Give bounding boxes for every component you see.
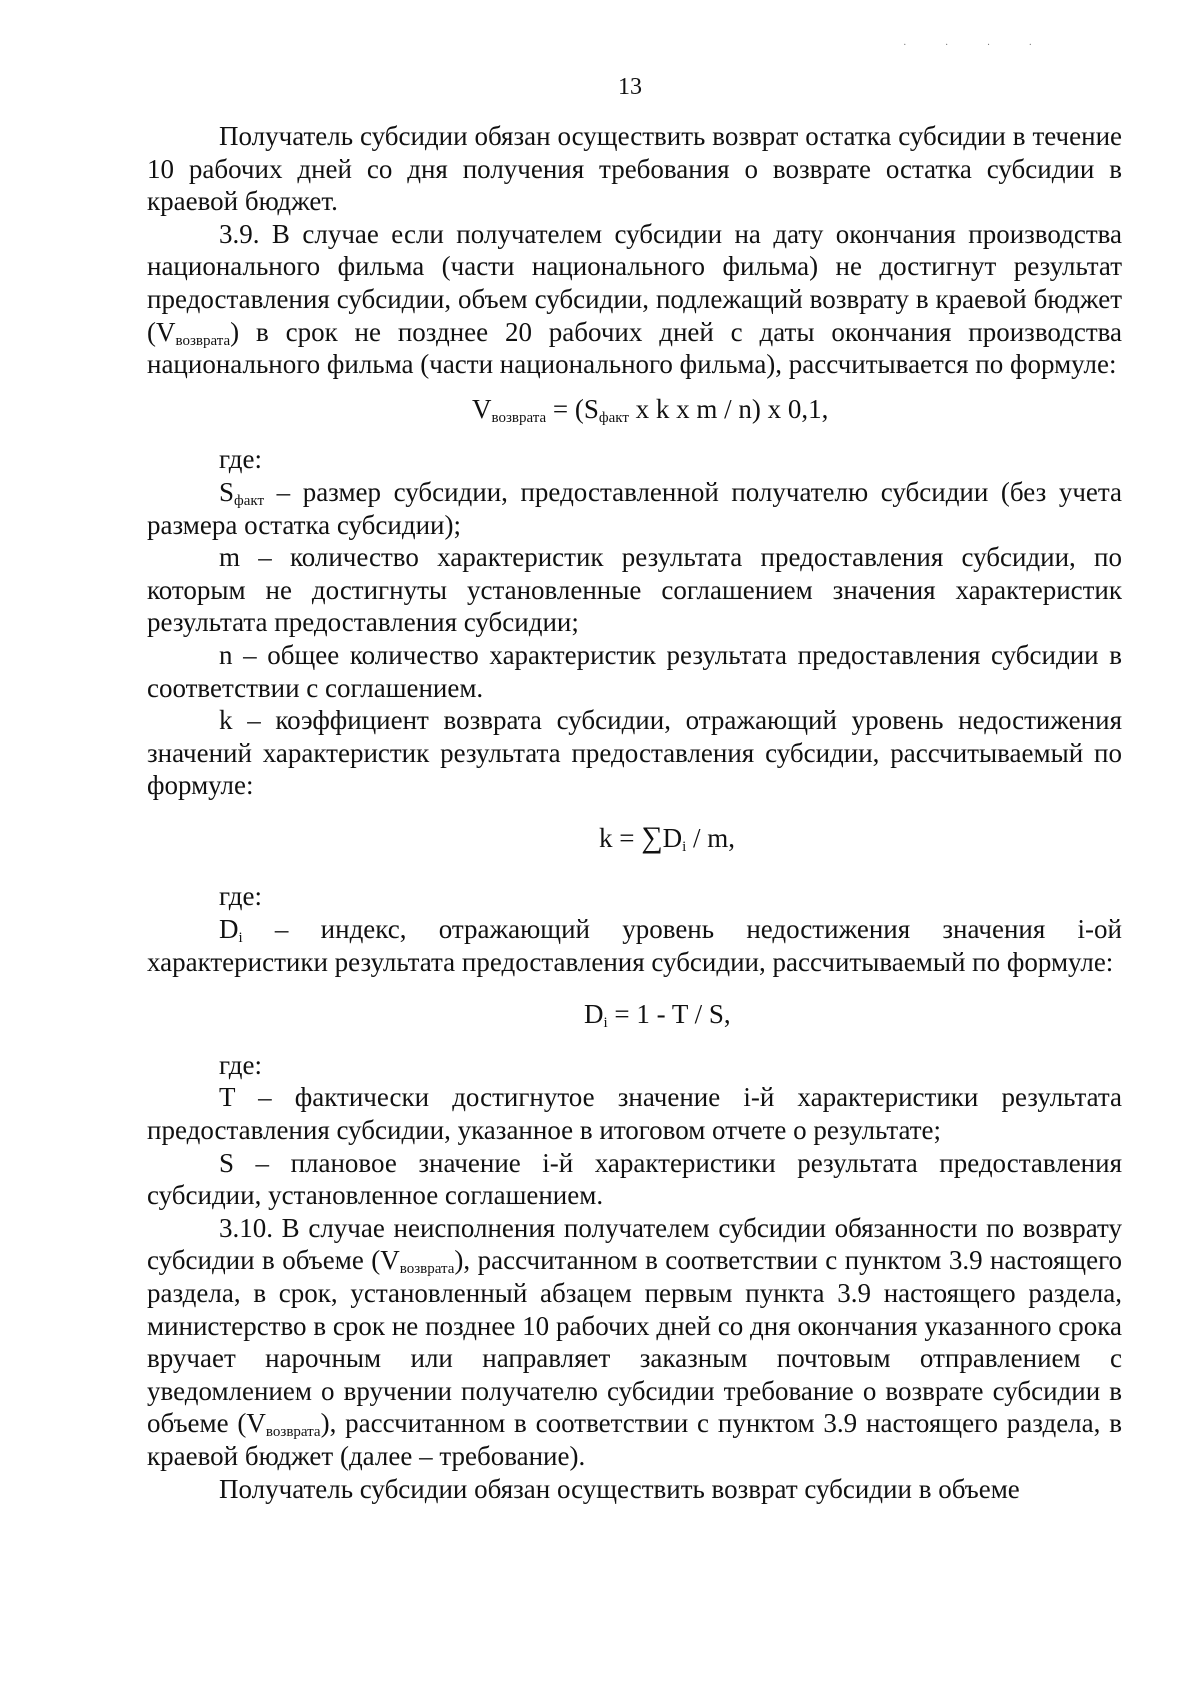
definition-s: S – плановое значение i-й характеристики результата предоставления субсидии, установленное соглашением. [147, 1147, 1122, 1211]
paragraph-return-remainder: Получатель субсидии обязан осуществить возврат остатка субсидии в течение 10 рабочих дней со дня получения требования о возврате остатка субсидии в краевой бюджет. [147, 121, 1122, 217]
formula-di: $D_i = 1 - T / S$, [584, 999, 731, 1032]
where-label: где: [219, 444, 262, 475]
scan-artifact: · · · · [903, 40, 1050, 51]
paragraph-3-10: 3.10. В случае неисполнения получателем субсидии обязанности по возврату субсидии в объеме $(V_{возврата})$, рассчитанном в соответствии с пунктом 3.9 настоящего раздела, в срок, установленный абзацем первым пункта 3.9 настоящего раздела, министерство в срок не позднее 10 рабочих дней со дня окончания указанного срока вручает нарочным или направляет заказным почтовым отправлением с уведомлением о вручении получателю субсидии требование о возврате субсидии в объеме $(V_{возврата})$, рассчитанном в соответствии с пунктом 3.9 настоящего раздела, в краевой бюджет (далее – требование). [147, 1212, 1122, 1471]
where-label: где: [219, 881, 262, 912]
paragraph-3-9: 3.9. В случае если получателем субсидии на дату окончания производства национального фильма (части национального фильма) не достигнут результат предоставления субсидии, объем субсидии, подлежащий возврату в краевой бюджет $(V_{возврата})$ в срок не позднее 20 рабочих дней с даты окончания производства национального фильма (части национального фильма), рассчитывается по формуле: [147, 218, 1122, 380]
definition-t: T – фактически достигнутое значение i-й характеристики результата предоставления субсидии, указанное в итоговом отчете о результате; [147, 1082, 1122, 1146]
definition-k: k – коэффициент возврата субсидии, отражающий уровень недостижения значений характеристик результата предоставления субсидии, рассчитываемый по формуле: [147, 705, 1122, 801]
formula-k: $k = \sum D_i / m$, [599, 820, 736, 855]
definition-n: n – общее количество характеристик результата предоставления субсидии в соответствии с соглашением. [147, 639, 1122, 703]
paragraph-return-obligation: Получатель субсидии обязан осуществить возврат субсидии в объеме [219, 1473, 1020, 1504]
where-label: где: [219, 1049, 262, 1080]
document-body [147, 120, 1122, 1505]
definition-di: $D_i$ – индекс, отражающий уровень недостижения значения i-ой характеристики результата предоставления субсидии, рассчитываемый по формуле: [147, 914, 1122, 977]
formula-v-return: $V_{возврата} = (S_{факт}$ x k x m / n) x 0,1, [472, 393, 829, 426]
definition-sfakt: $S_{факт}$ – размер субсидии, предоставленной получателю субсидии (без учета размера остатка субсидии); [147, 476, 1122, 540]
definition-m: m – количество характеристик результата предоставления субсидии, по которым не достигнуты установленные соглашением значения характеристик результата предоставления субсидии; [147, 542, 1122, 638]
page-number: 13 [618, 74, 642, 100]
